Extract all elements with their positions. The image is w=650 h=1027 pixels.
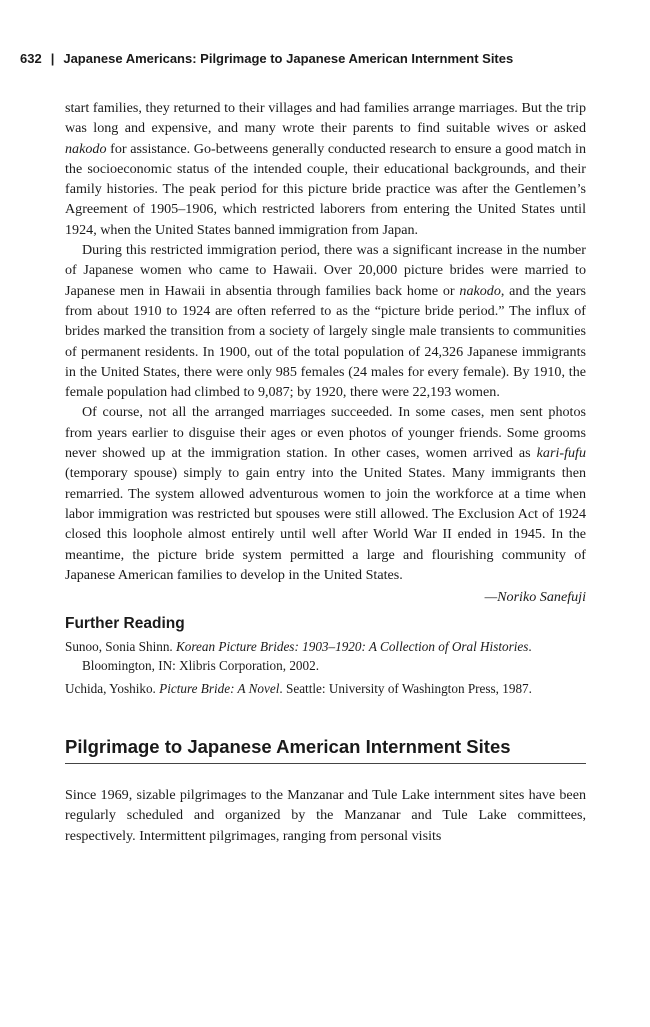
text-run: During this restricted immigration period, there was a significant increase in the number of Japanese women who came to Hawaii. Over 20,000 picture brides were married to Japanese men in Hawaii in absentia through families back home or bbox=[65, 242, 586, 299]
reference-entry bbox=[65, 680, 586, 699]
page-number: 632 bbox=[20, 51, 42, 66]
text-run: , and the years from about 1910 to 1924 are often referred to as the “picture bride period.” The influx of brides marked the transition from a society of largely single male transients to communities of permanent residents. In 1900, out of the total population of 24,326 Japanese immigrants in the United States, there were only 985 females (24 males for every female). By 1910, the female population had climbed to 9,087; by 1920, there were 22,193 women. bbox=[65, 282, 586, 401]
text-run: Of course, not all the arranged marriages succeeded. In some cases, men sent photos from years earlier to disguise their ages or even photos of younger friends. Some grooms never showed up at the immigration station. In other cases, women arrived as bbox=[65, 404, 586, 462]
body-paragraph bbox=[65, 98, 586, 240]
further-reading-heading: Further Reading bbox=[65, 615, 185, 633]
text-run: Sunoo, Sonia Shinn. bbox=[65, 639, 177, 655]
body-paragraph bbox=[65, 785, 586, 846]
author-signature: —Noriko Sanefuji bbox=[484, 589, 586, 606]
running-header bbox=[20, 51, 610, 66]
body-paragraph bbox=[65, 240, 586, 402]
header-separator: | bbox=[50, 51, 55, 66]
text-run: (temporary spouse) simply to gain entry into the United States. Many immigrants then remarried. The system allowed adventurous women to join the workforce at a time when labor immigration was restricted but spouses were still allowed. The Exclusion Act of 1924 closed this loophole almost entirely until well after World War II ended in 1945. In the meantime, the picture bride system permitted a large and flourishing community of Japanese American families to develop in the United States. bbox=[65, 465, 586, 583]
text-run: . Bloomington, IN: Xlibris Corporation, 2002. bbox=[82, 639, 532, 673]
body-paragraph bbox=[65, 402, 586, 585]
running-title: Japanese Americans: Pilgrimage to Japanese American Internment Sites bbox=[63, 51, 514, 66]
reference-entry bbox=[65, 638, 586, 675]
page-content bbox=[65, 98, 586, 846]
italic-text: kari-fufu bbox=[536, 445, 586, 462]
text-run: . Seattle: University of Washington Press, 1987. bbox=[279, 681, 532, 697]
section-heading: Pilgrimage to Japanese American Internment Sites bbox=[65, 735, 586, 764]
italic-text: Korean Picture Brides: 1903–1920: A Collection of Oral Histories bbox=[176, 639, 529, 655]
text-run: for assistance. Go-betweens generally conducted research to ensure a good match in the socioeconomic status of the intended couple, their educational backgrounds, and their family histories. The peak period for this picture bride practice was after the Gentlemen’s Agreement of 1905–1906, which restricted laborers from entering the United States until 1924, when the United States banned immigration from Japan. bbox=[65, 140, 586, 238]
text-run: Uchida, Yoshiko. bbox=[65, 681, 160, 697]
italic-text: nakodo bbox=[65, 140, 107, 157]
italic-text: Picture Bride: A Novel bbox=[159, 681, 280, 697]
italic-text: nakodo bbox=[459, 282, 501, 299]
text-run: start families, they returned to their villages and had families arrange marriages. But the trip was long and expensive, and many wrote their parents to find suitable wives or asked bbox=[65, 100, 586, 137]
text-run: Since 1969, sizable pilgrimages to the Manzanar and Tule Lake internment sites have been regularly scheduled and organized by the Manzanar and Tule Lake committees, respectively. Intermittent pilgrimages, ranging from personal visits bbox=[65, 786, 586, 844]
